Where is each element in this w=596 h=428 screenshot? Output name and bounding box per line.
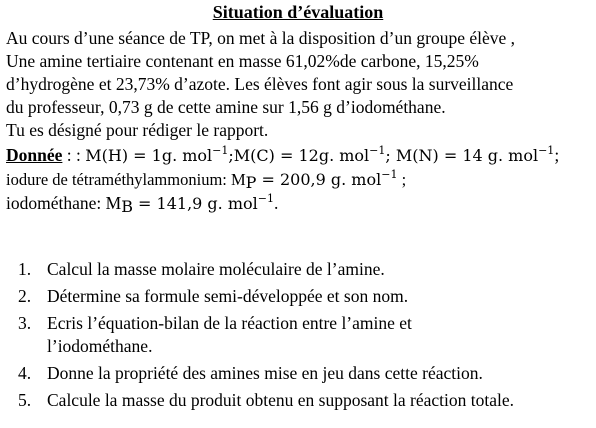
question-text: Donne la propriété des amines mise en jeu dans cette réaction. bbox=[47, 363, 483, 383]
paragraph-line: Une amine tertiaire contenant en masse 61,02%de carbone, 15,25% bbox=[6, 51, 479, 71]
iodomethane-subscript: B bbox=[121, 197, 133, 216]
page-title: Situation d’évaluation bbox=[212, 2, 384, 22]
molar-mass-h: M(H) = 1g. mol$^{-1}$ bbox=[85, 144, 229, 165]
paragraph-line: Au cours d’une séance de TP, on met à la disposition d’un groupe élève , bbox=[6, 28, 515, 48]
iodure-subscript: P bbox=[245, 173, 257, 192]
donnee-line bbox=[6, 144, 559, 167]
question-text: Calcul la masse molaire moléculaire de l’amine. bbox=[47, 259, 385, 279]
iodomethane-value: = 141,9 g. mol$^{-1}$ bbox=[132, 192, 274, 213]
iodure-line bbox=[6, 169, 406, 191]
question-number: 3. bbox=[18, 313, 32, 333]
iodomethane-label: iodométhane: M bbox=[6, 193, 122, 213]
iodure-label: iodure de tétraméthylammonium: M bbox=[6, 170, 246, 189]
paragraph-line: Tu es désigné pour rédiger le rapport. bbox=[6, 120, 269, 140]
iodure-end: ; bbox=[397, 170, 407, 189]
iodomethane-end: . bbox=[273, 193, 279, 213]
iodomethane-line bbox=[6, 192, 278, 215]
molar-mass-n: ; M(N) = 14 g. mol$^{-1}$ bbox=[385, 144, 555, 165]
molar-mass-c: ;M(C) = 12g. mol$^{-1}$ bbox=[228, 144, 386, 165]
question-text: Calcule la masse du produit obtenu en supposant la réaction totale. bbox=[47, 390, 515, 410]
question-number: 1. bbox=[18, 259, 32, 279]
question-text-continued: l’iodométhane. bbox=[47, 336, 153, 356]
paragraph-line: du professeur, 0,73 g de cette amine sur 1,56 g d’iodométhane. bbox=[6, 97, 446, 117]
question-number: 5. bbox=[18, 390, 32, 410]
paragraph-line: d’hydrogène et 23,73% d’azote. Les élèves font agir sous la surveillance bbox=[6, 74, 514, 94]
donnee-label: Donnée bbox=[6, 145, 63, 165]
donnee-separator: : : bbox=[62, 145, 86, 165]
question-number: 2. bbox=[18, 286, 32, 306]
question-text: Ecris l’équation-bilan de la réaction entre l’amine et bbox=[47, 313, 412, 333]
iodure-value: = 200,9 g. mol$^{-1}$ bbox=[256, 168, 398, 189]
question-number: 4. bbox=[18, 363, 32, 383]
donnee-end: ; bbox=[554, 145, 560, 165]
question-text: Détermine sa formule semi-développée et son nom. bbox=[47, 286, 409, 306]
